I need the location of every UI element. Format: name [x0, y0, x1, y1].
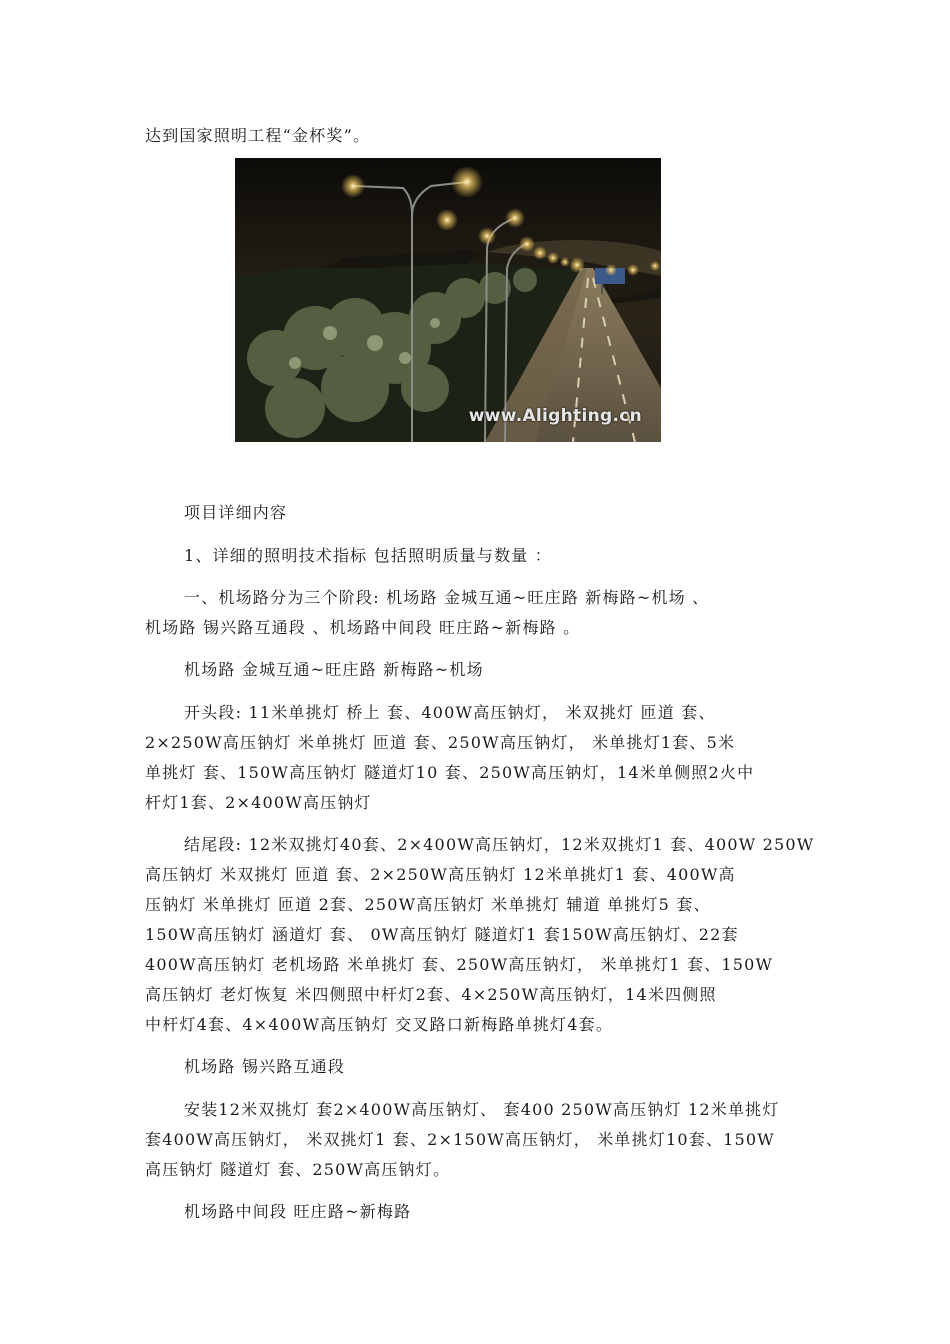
text-line: 一、机场路分为三个阶段: 机场路 金城互通~旺庄路 新梅路~机场 、	[184, 588, 710, 607]
text-line: 达到国家照明工程“金杯奖”。	[145, 126, 371, 145]
subsection-heading: 机场路中间段 旺庄路~新梅路	[184, 1202, 412, 1221]
text-line: 高压钠灯 老灯恢复 米四侧照中杆灯2套、4×250W高压钠灯，14米四侧照	[145, 985, 717, 1004]
text-line: 中杆灯4套、4×400W高压钠灯 交叉路口新梅路单挑灯4套。	[145, 1015, 614, 1034]
text-line: 2×250W高压钠灯 米单挑灯 匝道 套、250W高压钠灯， 米单挑灯1套、5米	[145, 733, 736, 752]
section-heading: 项目详细内容	[184, 503, 288, 522]
text-line: 400W高压钠灯 老机场路 米单挑灯 套、250W高压钠灯， 米单挑灯1 套、150W	[145, 955, 774, 974]
text-line: 开头段: 11米单挑灯 桥上 套、400W高压钠灯， 米双挑灯 匝道 套、	[184, 703, 716, 722]
text-line: 150W高压钠灯 涵道灯 套、 0W高压钠灯 隧道灯1 套150W高压钠灯、22套	[145, 925, 739, 944]
text-line: 高压钠灯 米双挑灯 匝道 套、2×250W高压钠灯 12米单挑灯1 套、400W高	[145, 865, 736, 884]
text-line: 安装12米双挑灯 套2×400W高压钠灯、 套400 250W高压钠灯 12米单挑灯	[184, 1100, 780, 1119]
subsection-heading: 机场路 金城互通~旺庄路 新梅路~机场	[184, 660, 484, 679]
text-line: 单挑灯 套、150W高压钠灯 隧道灯10 套、250W高压钠灯，14米单侧照2火中	[145, 763, 755, 782]
text-line: 1、详细的照明技术指标 包括照明质量与数量 ：	[184, 546, 552, 565]
text-line: 套400W高压钠灯， 米双挑灯1 套、2×150W高压钠灯， 米单挑灯10套、150W	[145, 1130, 775, 1149]
text-line: 机场路 锡兴路互通段 、机场路中间段 旺庄路~新梅路 。	[145, 618, 581, 637]
street-lighting-photo	[235, 158, 661, 442]
photo-watermark: www.Alighting.cn	[468, 406, 642, 426]
text-line: 压钠灯 米单挑灯 匝道 2套、250W高压钠灯 米单挑灯 辅道 单挑灯5 套、	[145, 895, 711, 914]
text-line: 结尾段: 12米双挑灯40套、2×400W高压钠灯，12米双挑灯1 套、400W 250W	[184, 835, 815, 854]
text-line: 杆灯1套、2×400W高压钠灯	[145, 793, 372, 812]
night-road-image	[235, 158, 661, 442]
subsection-heading: 机场路 锡兴路互通段	[184, 1057, 346, 1076]
text-line: 高压钠灯 隧道灯 套、250W高压钠灯。	[145, 1160, 451, 1179]
